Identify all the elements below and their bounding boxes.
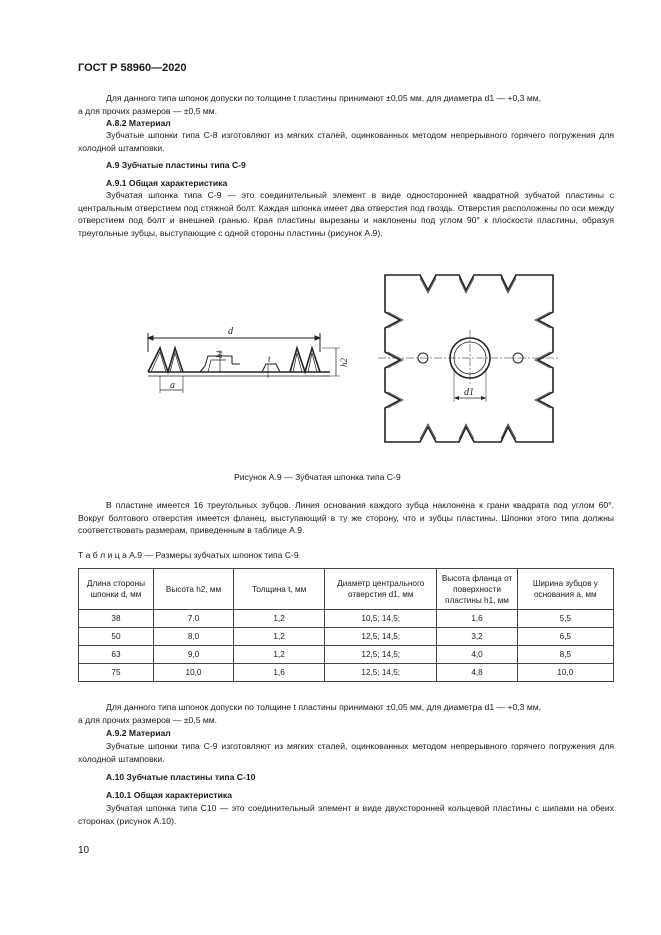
label-h1: h1 (215, 350, 224, 358)
a10-sub1-heading: А.10.1 Общая характеристика (106, 790, 232, 800)
table-row (79, 610, 614, 628)
a9-heading: А.9 Зубчатые пластины типа С-9 (106, 160, 246, 170)
a8-tolerance-line1: Для данного типа шпонок допуски по толщине t пластины принимают ±0,05 мм, для диаметра d1 — +0,3 мм, (106, 93, 542, 103)
a9-sub1-text: Зубчатая шпонка типа С-9 — это соединительный элемент в виде односторонней квадратной зубчатой пластины с центральным отверстием под стяжной болт. Каждая шпонка имеет два отверстия под гвоздь. Отверстия расположены по оси между отверстием под болт и внешней гранью. Края пластины вырезаны и наклонены под углом 90° к плоскости пластины, образуя треугольные зубцы, выступающие с одной стороны пластины (рисунок А.9). (78, 190, 614, 238)
th-teeth-width: Ширина зубцов у основания a, мм (517, 569, 613, 610)
cell: 1,2 (234, 628, 325, 646)
table-title-text: А.9 — Размеры зубчатых шпонок типа С-9 (129, 550, 299, 560)
a9-tolerance-line2: а для прочих размеров — ±0,5 мм. (78, 714, 218, 725)
cell: 50 (79, 628, 154, 646)
th-center-hole: Диаметр центрального отверстия d1, мм (325, 569, 437, 610)
th-flange-height: Высота фланца от поверхности пластины h1, мм (437, 569, 517, 610)
cell: 7,0 (153, 610, 233, 628)
table-row (79, 646, 614, 664)
a10-heading: А.10 Зубчатые пластины типа С-10 (106, 772, 256, 782)
a9-sub1-heading: А.9.1 Общая характеристика (106, 178, 228, 188)
a9-after-figure-text: В пластине имеется 16 треугольных зубцов. Линия основания каждого зубца наклонена к грани квадрата под углом 60°. Вокруг болтового отверстия имеется фланец, выступающий в ту же сторону, что и зубцы пластины. Шпонки этого типа должны соответствовать размерам, приведенным в таблице А.9. (78, 500, 614, 536)
table-row (79, 664, 614, 682)
a9-tolerance (78, 701, 614, 726)
th-thickness: Толщина t, мм (234, 569, 325, 610)
a8-material-heading: А.8.2 Материал (106, 118, 171, 128)
cell: 12,5; 14,5; (325, 628, 437, 646)
label-h2: h2 (339, 358, 349, 367)
cell: 4,0 (437, 646, 517, 664)
cell: 12,5; 14,5; (325, 646, 437, 664)
cell: 6,5 (517, 628, 613, 646)
cell: 10,0 (153, 664, 233, 682)
cell: 38 (79, 610, 154, 628)
th-side-length: Длина стороны шпонки d, мм (79, 569, 154, 610)
cell: 4,8 (437, 664, 517, 682)
cell: 8,5 (517, 646, 613, 664)
a10-sub1-text: Зубчатая шпонка типа С10 — это соединительный элемент в виде двухсторонней кольцевой пластины с шипами на обеих сторонах (рисунок А.10). (78, 803, 614, 826)
cell: 8,0 (153, 628, 233, 646)
a9-material-heading: А.9.2 Материал (106, 728, 171, 738)
cell: 3,2 (437, 628, 517, 646)
a8-material-text: Зубчатые шпонки типа С-8 изготовляют из мягких сталей, оцинкованных методом непрерывного горячего погружения для холодной штамповки. (78, 130, 614, 153)
table-title (78, 549, 299, 562)
cell: 12,5; 14,5; (325, 664, 437, 682)
a9-tolerance-line1: Для данного типа шпонок допуски по толщине t пластины принимают ±0,05 мм, для диаметра d1 — +0,3 мм, (106, 702, 542, 712)
table-title-prefix: Т а б л и ц а (78, 550, 127, 560)
cell: 5,5 (517, 610, 613, 628)
label-t: t (268, 354, 271, 364)
plan-view (378, 275, 560, 442)
cell: 1,6 (234, 664, 325, 682)
cell: 1,6 (437, 610, 517, 628)
table-a9 (78, 568, 614, 682)
cell: 9,0 (153, 646, 233, 664)
side-view (148, 333, 340, 393)
th-height-h2: Высота h2, мм (153, 569, 233, 610)
table-header-row (79, 569, 614, 610)
cell: 10,5; 14,5; (325, 610, 437, 628)
page-number: 10 (78, 845, 90, 856)
cell: 63 (79, 646, 154, 664)
cell: 1,2 (234, 646, 325, 664)
label-d: d (228, 326, 233, 337)
label-d1: d1 (464, 387, 474, 398)
table-row (79, 628, 614, 646)
figure-caption: Рисунок А.9 — Зубчатая шпонка типа С-9 (234, 472, 401, 482)
cell: 1,2 (234, 610, 325, 628)
cell: 10,0 (517, 664, 613, 682)
label-a: a (170, 380, 175, 391)
a8-tolerance-line2: а для прочих размеров — ±0,5 мм. (78, 105, 218, 116)
a9-material-text: Зубчатые шпонки типа С-9 изготовляют из мягких сталей, оцинкованных методом непрерывного горячего погружения для холодной штамповки. (78, 741, 614, 764)
standard-header: ГОСТ Р 58960—2020 (78, 62, 187, 74)
cell: 75 (79, 664, 154, 682)
